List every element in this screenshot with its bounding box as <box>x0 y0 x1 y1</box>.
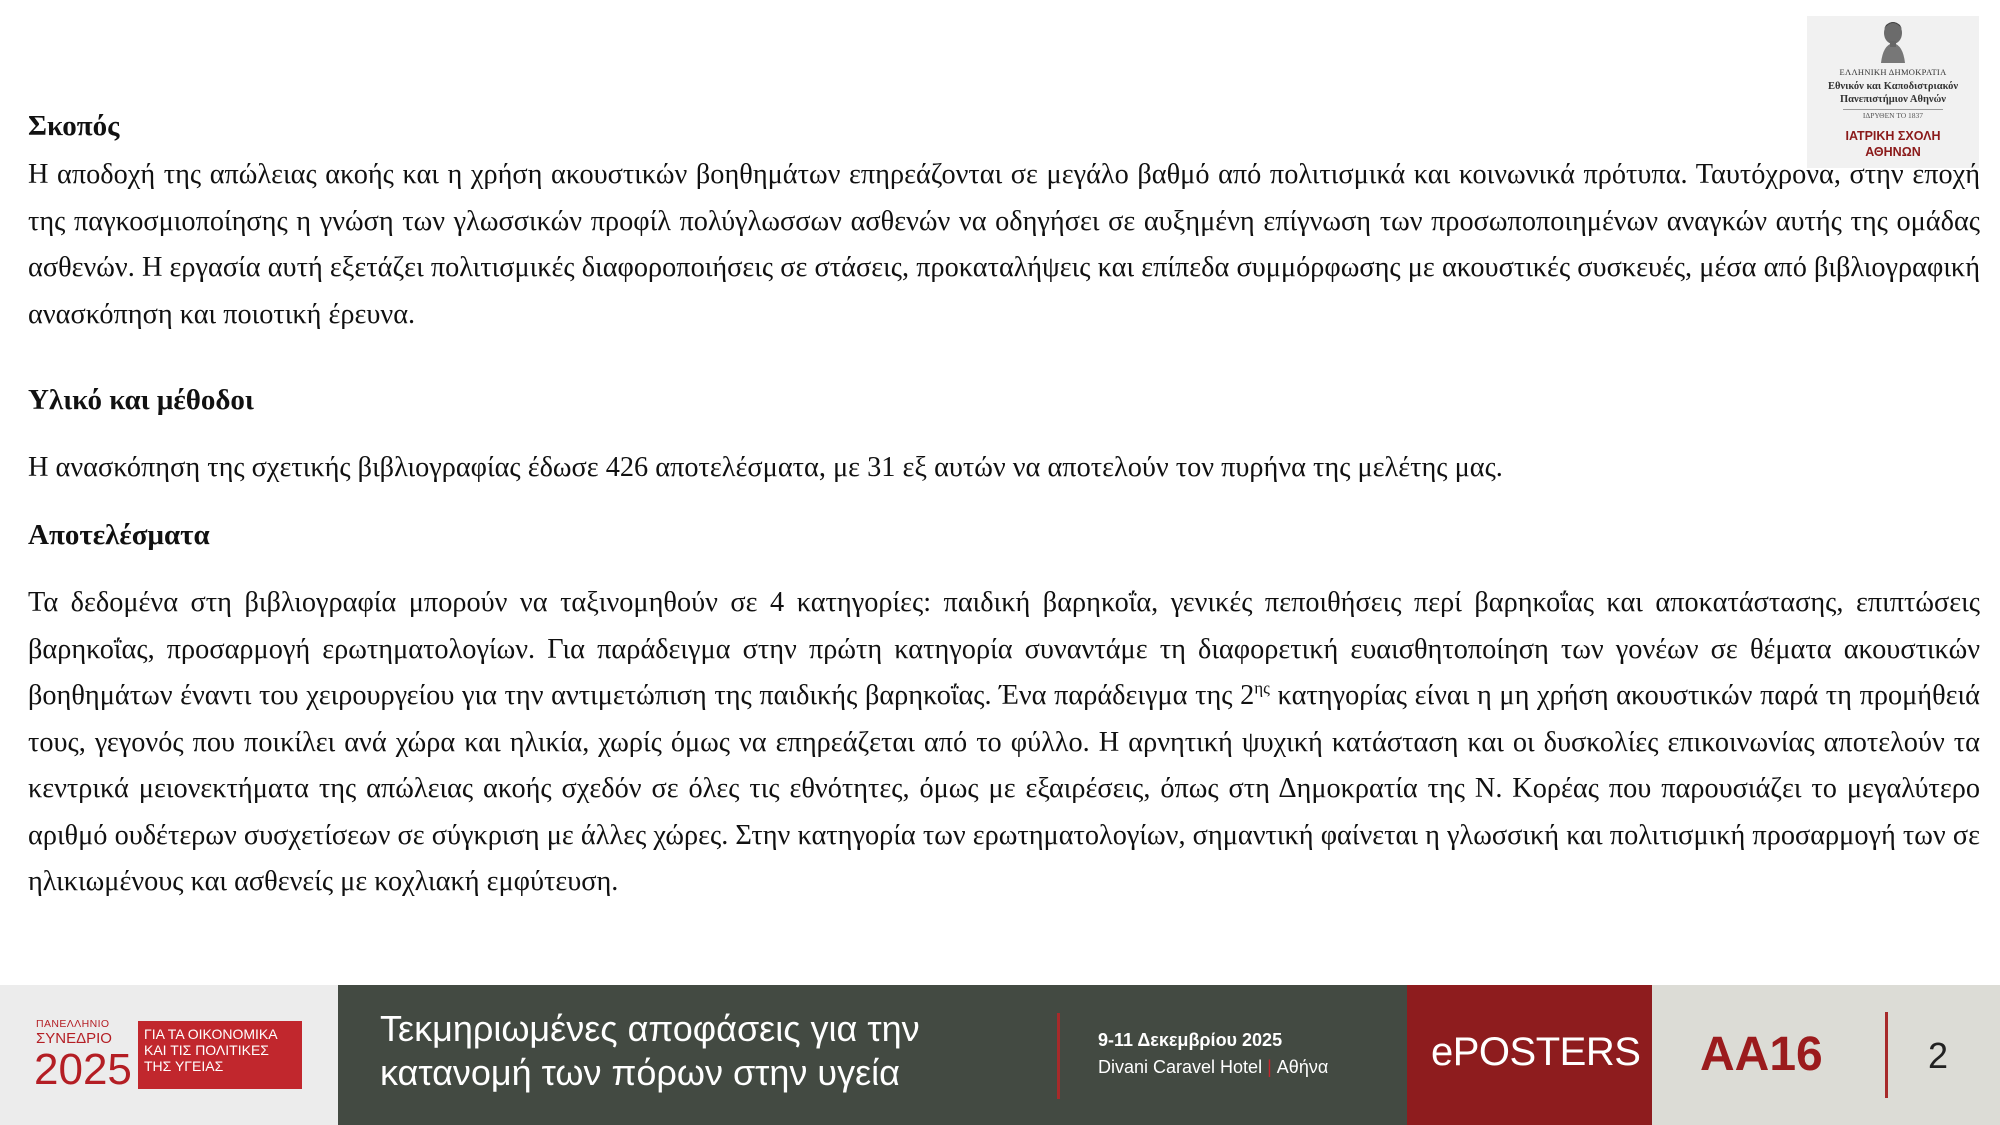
congress-venue: Divani Caravel Hotel | Αθήνα <box>1098 1057 1329 1077</box>
congress-date-venue <box>1062 985 1407 1125</box>
congress-logo <box>0 985 338 1125</box>
logo-line-university: Εθνικόν και Καποδιστριακόν Πανεπιστήμιον Αθηνών <box>1827 81 1959 105</box>
aim-heading: Σκοπός <box>28 110 120 142</box>
athena-seal-icon <box>1873 19 1913 65</box>
logo-line-founded: ΙΔΡΥΘΕΝ ΤΟ 1837 <box>1862 111 1924 120</box>
ordinal-superscript: ης <box>1254 678 1270 698</box>
eposters-label: ePOSTERS <box>1407 985 1652 1125</box>
congress-label-top: ΠΑΝΕΛΛΗΝΙΟ <box>36 1018 110 1030</box>
aim-paragraph: Η αποδοχή της απώλειας ακοής και η χρήση ακουστικών βοηθημάτων επηρεάζονται σε μεγάλο βαθμό από πολιτισμικά και κοινωνικά πρότυπα. Ταυτόχρονα, στην εποχή της παγκοσμιοποίησης η γνώση των γλωσσικών προφίλ πολύγλωσσων ασθενών να οδηγήσει σε αυξημένη επίγνωση των προσωποποιημένων αναγκών αυτής της ομάδας ασθενών. Η εργασία αυτή εξετάζει πολιτισμικές διαφοροποιήσεις σε στάσεις, προκαταλήψεις και επίπεδα συμμόρφωσης με ακουστικές συσκευές, μέσα από βιβλιογραφική ανασκόπηση και ποιοτική έρευνα. <box>28 159 1980 330</box>
poster-code-panel <box>1652 985 2000 1125</box>
methods-heading: Υλικό και μέθοδοι <box>28 384 254 416</box>
logo-line-republic: ΕΛΛΗΝΙΚΗ ΔΗΜΟΚΡΑΤΙΑ <box>1839 67 1947 77</box>
congress-date: 9-11 Δεκεμβρίου 2025 <box>1098 1030 1283 1050</box>
methods-paragraph: Η ανασκόπηση της σχετικής βιβλιογραφίας έδωσε 426 αποτελέσματα, με 31 εξ αυτών να αποτελούν τον πυρήνα της μελέτης μας. <box>28 452 1503 483</box>
logo-school-name: ΙΑΤΡΙΚΗ ΣΧΟΛΗ ΑΘΗΝΩΝ <box>1845 129 1941 159</box>
results-heading: Αποτελέσματα <box>28 519 210 551</box>
poster-code: AA16 <box>1700 1028 1823 1081</box>
university-logo <box>1807 16 1979 168</box>
congress-topic-box: ΓΙΑ ΤΑ ΟΙΚΟΝΟΜΙΚΑ ΚΑΙ ΤΙΣ ΠΟΛΙΤΙΚΕΣ ΤΗΣ ΥΓΕΙΑΣ <box>138 1021 302 1089</box>
congress-year: 2025 <box>34 1045 132 1094</box>
congress-title-line1: Τεκμηριωμένες αποφάσεις για την <box>380 1008 920 1049</box>
title-divider <box>1057 1013 1060 1099</box>
congress-footer <box>0 985 2000 1125</box>
code-divider <box>1885 1012 1888 1098</box>
logo-divider <box>1843 109 1943 110</box>
congress-title-line2: κατανομή των πόρων στην υγεία <box>380 1052 900 1093</box>
page-number: 2 <box>1928 1035 1949 1076</box>
results-paragraph: Τα δεδομένα στη βιβλιογραφία μπορούν να ταξινομηθούν σε 4 κατηγορίες: παιδική βαρηκοΐα, γενικές πεποιθήσεις περί βαρηκοΐας και αποκατάστασης, επιπτώσεις βαρηκοΐας, προσαρμογή ερωτηματολογίων. Για παράδειγμα στην πρώτη κατηγορία συναντάμε τη διαφορετική ευαισθητοποίηση των γονέων σε θέματα ακουστικών βοηθημάτων έναντι του χειρουργείου για την αντιμετώπιση της παιδικής βαρηκοΐας. Ένα παράδειγμα της $2^{\eta\varsigma}$ κατηγορίας είναι η μη χρήση ακουστικών παρά τη προμήθειά τους, γεγονός που ποικίλει ανά χώρα και ηλικία, χωρίς όμως να επηρεάζεται από το φύλλο. Η αρνητική ψυχική κατάσταση και οι δυσκολίες επικοινωνίας αποτελούν τα κεντρικά μειονεκτήματα της απώλειας ακοής σχεδόν σε όλες τις εθνότητες, όμως με εξαιρέσεις, όπως στη Δημοκρατία της Ν. Κορέας που παρουσιάζει το μεγαλύτερο αριθμό ουδέτερων συσχετίσεων σε σύγκριση με άλλες χώρες. Στην κατηγορία των ερωτηματολογίων, σημαντική φαίνεται η γλωσσική και πολιτισμική προσαρμογή των σε ηλικιωμένους και ασθενείς με κοχλιακή εμφύτευση. <box>28 587 1980 897</box>
congress-label-mid: ΣΥΝΕΔΡΙΟ <box>36 1030 112 1047</box>
congress-title <box>338 985 1062 1125</box>
